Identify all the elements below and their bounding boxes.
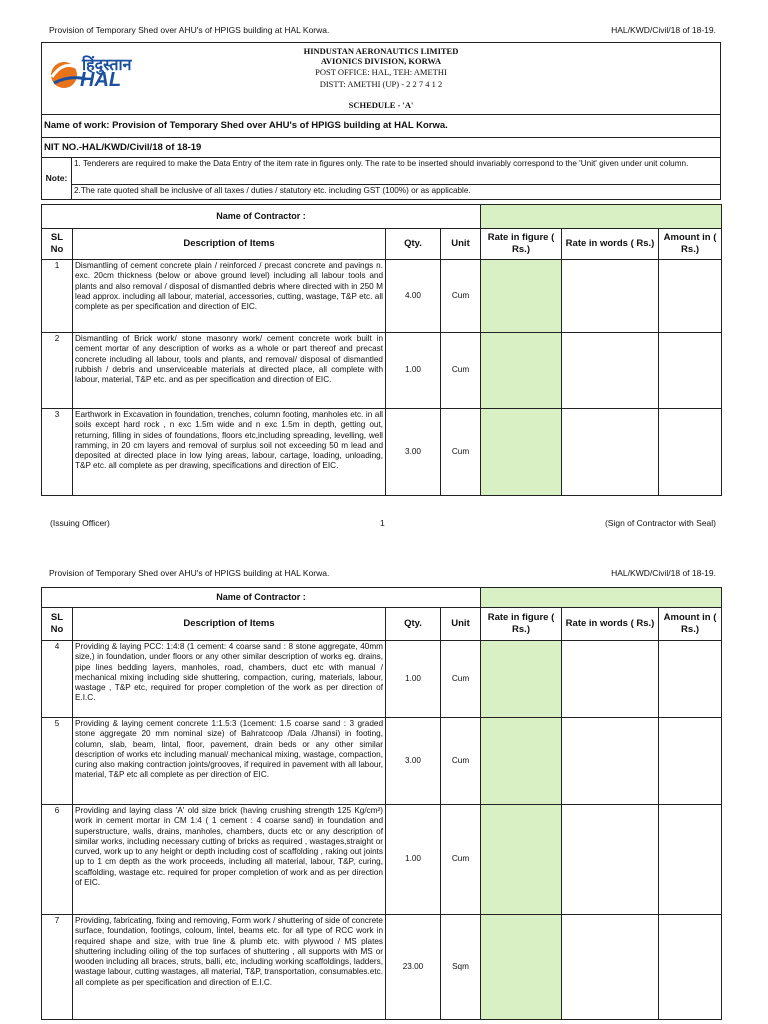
table-row (42, 641, 722, 718)
rate-words-cell (562, 805, 659, 915)
page-header-ref: HAL/KWD/Civil/18 of 18-19. (611, 25, 716, 35)
amount-cell (659, 260, 722, 333)
rate-words-cell (562, 333, 659, 409)
rate-figure-input[interactable] (481, 333, 562, 409)
item-unit: Sqm (441, 915, 481, 1020)
org-name: HINDUSTAN AERONAUTICS LIMITED (303, 46, 459, 56)
col-description: Description of Items (73, 608, 386, 641)
amount-cell (659, 805, 722, 915)
item-qty: 4.00 (386, 260, 441, 333)
note-1: 1. Tenderers are required to make the Data Entry of the item rate in figures only. The rate to be inserted should invariably correspond to the 'Unit' given under unit column. (72, 158, 721, 185)
item-qty: 1.00 (386, 333, 441, 409)
footer-contractor-sign: (Sign of Contractor with Seal) (604, 518, 716, 528)
schedule-title: SCHEDULE - 'A' (348, 100, 414, 110)
contractor-name-field[interactable] (481, 588, 722, 608)
col-unit: Unit (441, 608, 481, 641)
item-qty: 3.00 (386, 718, 441, 805)
item-sl: 4 (42, 641, 73, 718)
item-sl: 2 (42, 333, 73, 409)
page-header-title: Provision of Temporary Shed over AHU's of HPIGS building at HAL Korwa. (49, 568, 330, 578)
item-description: Earthwork in Excavation in foundation, trenches, column footing, manholes etc. in all soils except hard rock , n exc 1.5m wide and n exc 1.5m in depth, getting out, returning, filling in sides of foundations, floors etc,including spreading, levelling, well ramming, in 20 cm layers and removal of surplus soil not exceeding 50 m lead and deposited at directed place in low lying areas, labour, cartage, loading, unloading, T&P etc. all complete as per drawing, specifications and direction of EIC. (73, 409, 386, 496)
notes-table (41, 158, 721, 200)
table-row (42, 409, 722, 496)
org-division: AVIONICS DIVISION, KORWA (320, 56, 442, 66)
item-qty: 3.00 (386, 409, 441, 496)
rate-figure-input[interactable] (481, 409, 562, 496)
rate-words-cell (562, 915, 659, 1020)
item-description: Providing and laying class 'A' old size brick (having crushing strength 125 Kg/cm²) work in cement mortar in CM 1:4 ( 1 cement : 4 coarse sand) in foundation and superstructure, walls, drains, manholes, chambers, ducts etc or any description of similar works, including necessary cutting of bricks as required , wastages,straight or curved, work up to any height or depth including cost of scaffolding , raking out joints up to 1 cm depth as the work proceeds, including all material, labour, T&P, curing, scaffolding, wastage etc. required for proper completion of work and as per direction of EIC. (73, 805, 386, 915)
table-row (42, 333, 722, 409)
note-2: 2.The rate quoted shall be inclusive of all taxes / duties / statutory etc. including GST (100%) or as applicable. (72, 185, 721, 200)
item-unit: Cum (441, 718, 481, 805)
org-distt: DISTT: AMETHI (UP) - 2 2 7 4 1 2 (319, 79, 443, 89)
col-description: Description of Items (73, 229, 386, 260)
items-table-page1 (41, 204, 722, 496)
col-qty: Qty. (386, 229, 441, 260)
rate-words-cell (562, 718, 659, 805)
item-description: Dismantling of Brick work/ stone masonry work/ cement concrete work built in cement mortar of any description of works as a whole or part thereof and precast concrete including all labour, tools and plants, and removal/ disposal of dismantled rubbish / debris and unserviceable materials at directed place, all complete with labour, material, T&P etc. and as per specification and direction of EIC. (73, 333, 386, 409)
amount-cell (659, 409, 722, 496)
rate-figure-input[interactable] (481, 260, 562, 333)
item-qty: 23.00 (386, 915, 441, 1020)
rate-figure-input[interactable] (481, 718, 562, 805)
item-unit: Cum (441, 641, 481, 718)
items-table-page2 (41, 587, 722, 1020)
rate-figure-input[interactable] (481, 641, 562, 718)
item-sl: 1 (42, 260, 73, 333)
org-header-box (41, 42, 721, 115)
item-sl: 6 (42, 805, 73, 915)
col-sl: SL No (42, 608, 73, 641)
logo-text: HAL (80, 69, 122, 91)
item-description: Dismantling of cement concrete plain / reinforced / precast concrete and pavings n. exc. 20cm thickness (below or above ground level) including all labour tools and plants and also removal / disposal of dismantled debris where directed with in 250 M lead approx. including all labour, material, accessories, cutting, wastage, T&P etc. all complete as per specification and direction of EIC. (73, 260, 386, 333)
item-qty: 1.00 (386, 641, 441, 718)
col-rate-words: Rate in words ( Rs.) (562, 229, 659, 260)
name-of-work: Name of work: Provision of Temporary Shed over AHU's of HPIGS building at HAL Korwa. (44, 120, 448, 131)
page-header-title: Provision of Temporary Shed over AHU's of HPIGS building at HAL Korwa. (49, 25, 330, 35)
col-sl: SL No (42, 229, 73, 260)
contractor-label: Name of Contractor : (42, 205, 481, 229)
table-row (42, 718, 722, 805)
item-unit: Cum (441, 409, 481, 496)
item-sl: 5 (42, 718, 73, 805)
page-header-ref: HAL/KWD/Civil/18 of 18-19. (611, 568, 716, 578)
amount-cell (659, 718, 722, 805)
col-qty: Qty. (386, 608, 441, 641)
item-unit: Cum (441, 333, 481, 409)
org-post: POST OFFICE: HAL, TEH: AMETHI (315, 67, 447, 77)
rate-words-cell (562, 641, 659, 718)
page-number: 1 (380, 518, 385, 528)
item-description: Providing & laying PCC: 1:4:8 (1 cement: 4 coarse sand : 8 stone aggregate, 40mm size,) in foundation, under floors or any other similar description of works eg. drains, pipe lines bedding layers, manholes, road, chambers, duct etc with manual / mechanical mixing including side shuttering, compaction, curing, materials, labour, wastage , T&P etc, required for proper completion of the work as per direction of E.I.C. (73, 641, 386, 718)
col-rate-words: Rate in words ( Rs.) (562, 608, 659, 641)
logo-hindi-text: हिंदुस्तान (82, 55, 132, 74)
item-unit: Cum (441, 805, 481, 915)
item-unit: Cum (441, 260, 481, 333)
rate-words-cell (562, 260, 659, 333)
rate-figure-input[interactable] (481, 805, 562, 915)
contractor-name-field[interactable] (481, 205, 722, 229)
contractor-label: Name of Contractor : (42, 588, 481, 608)
note-label: Note: (42, 158, 72, 200)
nit-number: NIT NO.-HAL/KWD/Civil/18 of 18-19 (44, 142, 202, 153)
amount-cell (659, 641, 722, 718)
rate-figure-input[interactable] (481, 915, 562, 1020)
table-row (42, 805, 722, 915)
item-sl: 7 (42, 915, 73, 1020)
item-description: Providing, fabricating, fixing and removing, Form work / shuttering of side of concrete surface, foundation, footings, coloum, lintel, beams etc. for all type of RCC work in required shape and size, with true line & plumb etc. with plywood / MS plates shuttering including oiling of the top surfaces of shuttering , all supports with MS or wooden including all braces, struts, balli, etc, including working scaffoldings, ladders, wastage labour, cutting wastages, all material, T&P, transportation, consumables.etc. all complete as per specification and direction of E.I.C. (73, 915, 386, 1020)
item-qty: 1.00 (386, 805, 441, 915)
rate-words-cell (562, 409, 659, 496)
item-sl: 3 (42, 409, 73, 496)
col-unit: Unit (441, 229, 481, 260)
amount-cell (659, 915, 722, 1020)
col-rate-figure: Rate in figure ( Rs.) (481, 608, 562, 641)
table-row (42, 915, 722, 1020)
name-of-work-row (41, 114, 721, 138)
table-row (42, 260, 722, 333)
nit-row (41, 138, 721, 158)
footer-issuing-officer: (Issuing Officer) (50, 518, 110, 528)
col-rate-figure: Rate in figure ( Rs.) (481, 229, 562, 260)
col-amount: Amount in ( Rs.) (659, 608, 722, 641)
col-amount: Amount in ( Rs.) (659, 229, 722, 260)
amount-cell (659, 333, 722, 409)
item-description: Providing & laying cement concrete 1:1.5:3 (1cement: 1.5 coarse sand : 3 graded stone aggregate 20 mm nominal size) of Bahratcoop /Dala /Jhansi) in footing, column, slab, beam, lintal, floor, pavement, drain beds or any other similar description of works etc including manual/ mechanical mixing, wastage, compaction, curing also making contraction joints/grooves, if required in pavement with all labour, material, T&P etc all complete as per direction of EIC. (73, 718, 386, 805)
